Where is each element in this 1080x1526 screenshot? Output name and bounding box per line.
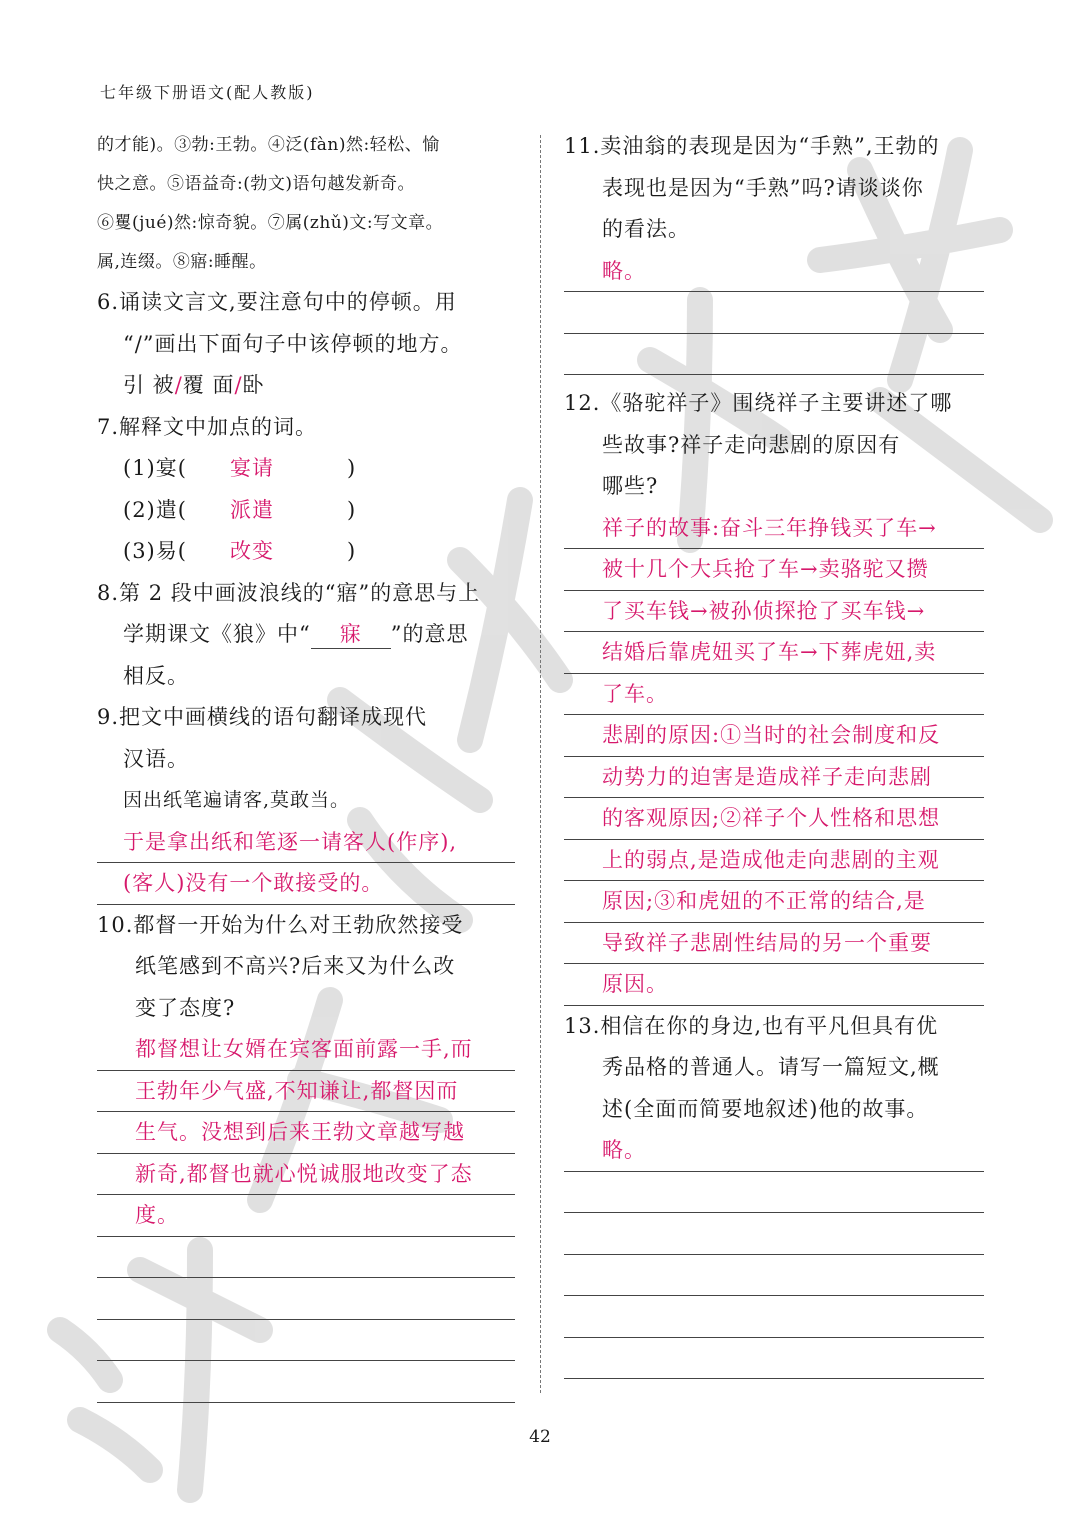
left-column [97, 126, 515, 1403]
word-item: (1)宴( 宴请 ) [97, 448, 515, 490]
right-column [564, 126, 984, 1379]
answer-line: 新奇,都督也就心悦诚服地改变了态 [97, 1154, 515, 1196]
question-text: 述(全面而简要地叙述)他的故事。 [602, 1096, 929, 1121]
source-sentence: 因出纸笔遍请客,莫敢当。 [123, 789, 351, 811]
question-text: 把文中画横线的语句翻译成现代 [119, 705, 428, 729]
blank-writing-line[interactable] [564, 1213, 984, 1255]
column-divider [540, 135, 541, 1393]
question-text: 都督一开始为什么对王勃欣然接受 [133, 912, 464, 937]
blank-writing-line[interactable] [564, 1296, 984, 1338]
question-text: 诵读文言文,要注意句中的停顿。用 [119, 290, 457, 314]
blank-writing-line[interactable] [564, 1338, 984, 1380]
note-line: ⑥矍(jué)然:惊奇貌。⑦属(zhǔ)文:写文章。 [97, 213, 444, 233]
blank-writing-line[interactable] [564, 1172, 984, 1214]
answer-line: (客人)没有一个敢接受的。 [97, 863, 515, 905]
question-text: 秀品格的普通人。请写一篇短文,概 [602, 1055, 940, 1079]
page-number: 42 [529, 1427, 551, 1447]
question-number: 8. [97, 580, 120, 605]
answer-line: 祥子的故事:奋斗三年挣钱买了车→ [564, 508, 984, 550]
note-line: 的才能)。③勃:王勃。④泛(fàn)然:轻松、愉 [97, 135, 440, 155]
answer-line: 王勃年少气盛,不知谦让,都督因而 [97, 1071, 515, 1113]
question-text: 纸笔感到不高兴?后来又为什么改 [135, 954, 456, 978]
question-7 [97, 407, 515, 573]
blank-writing-line[interactable] [564, 334, 984, 376]
question-11 [564, 126, 984, 375]
answer-line: 略。 [564, 1130, 984, 1172]
blank-writing-line[interactable] [97, 1361, 515, 1403]
note-line: 属,连缀。⑧寤:睡醒。 [97, 252, 267, 272]
question-6 [97, 282, 515, 407]
blank-writing-line[interactable] [564, 292, 984, 334]
word-item: (2)遣( 派遣 ) [97, 490, 515, 532]
answer-blank: 寐 [311, 620, 391, 649]
answer-line: 上的弱点,是造成他走向悲剧的主观 [564, 840, 984, 882]
question-text: 变了态度? [135, 995, 236, 1020]
note-line: 快之意。⑤语益奇:(勃文)语句越发新奇。 [97, 174, 415, 194]
answer-line: 了买车钱→被孙侦探抢了买车钱→ [564, 591, 984, 633]
answer-line: 于是拿出纸和笔逐一请客人(作序), [97, 822, 515, 864]
answer-line: 被十几个大兵抢了车→卖骆驼又攒 [564, 549, 984, 591]
question-number: 7. [97, 414, 120, 439]
word-item: (3)易( 改变 ) [97, 531, 515, 573]
answer-line: 生气。没想到后来王勃文章越写越 [97, 1112, 515, 1154]
question-text: 相反。 [123, 663, 189, 688]
question-10 [97, 905, 515, 1403]
answer-line: 原因。 [564, 964, 984, 1006]
answer-line: 导致祥子悲剧性结局的另一个重要 [564, 923, 984, 965]
blank-writing-line[interactable] [97, 1278, 515, 1320]
answer-line: 略。 [564, 251, 984, 293]
answer-text: 改变 [229, 539, 274, 563]
question-text: 的看法。 [602, 217, 690, 241]
question-text: 《骆驼祥子》围绕祥子主要讲述了哪 [600, 391, 953, 415]
question-text: 解释文中加点的词。 [119, 414, 318, 439]
blank-writing-line[interactable] [564, 1255, 984, 1297]
answer-text: 宴请 [229, 456, 274, 480]
question-8: 8.第 2 段中画波浪线的“寤”的意思与上 学期课文《狼》中“ 寐 ”的意思 相反。 [97, 573, 515, 698]
answer-pause-marks: 引 被/覆 面/卧 [123, 373, 265, 397]
question-number: 12. [564, 391, 601, 415]
page-header: 七年级下册语文(配人教版) [100, 83, 315, 102]
question-text: 些故事?祥子走向悲剧的原因有 [602, 432, 901, 457]
answer-line: 结婚后靠虎妞买了车→下葬虎妞,卖 [564, 632, 984, 674]
blank-writing-line[interactable] [97, 1320, 515, 1362]
question-text: 表现也是因为“手熟”吗?请谈谈你 [602, 175, 924, 200]
answer-line: 度。 [97, 1195, 515, 1237]
answer-line: 动势力的迫害是造成祥子走向悲剧 [564, 757, 984, 799]
question-number: 9. [97, 705, 120, 729]
answer-line: 原因;③和虎妞的不正常的结合,是 [564, 881, 984, 923]
answer-line: 悲剧的原因:①当时的社会制度和反 [564, 715, 984, 757]
question-number: 6. [97, 290, 120, 314]
question-number: 13. [564, 1013, 601, 1038]
question-number: 11. [564, 134, 601, 158]
blank-writing-line[interactable] [97, 1237, 515, 1279]
answer-text: 派遣 [229, 497, 274, 522]
question-text: 第 2 段中画波浪线的“寤”的意思与上 [119, 580, 481, 605]
answer-line: 的客观原因;②祥子个人性格和思想 [564, 798, 984, 840]
question-text: 哪些? [602, 474, 659, 498]
question-12 [564, 383, 984, 1006]
answer-line: 了车。 [564, 674, 984, 716]
answer-line: 都督想让女婿在宾客面前露一手,而 [97, 1029, 515, 1071]
question-text: “/”画出下面句子中该停顿的地方。 [123, 331, 463, 356]
question-text: 卖油翁的表现是因为“手熟”,王勃的 [600, 134, 940, 158]
question-text: 相信在你的身边,也有平凡但具有优 [600, 1013, 939, 1038]
question-number: 10. [97, 912, 134, 937]
question-text: 汉语。 [123, 746, 189, 771]
question-9 [97, 697, 515, 905]
question-13 [564, 1006, 984, 1380]
